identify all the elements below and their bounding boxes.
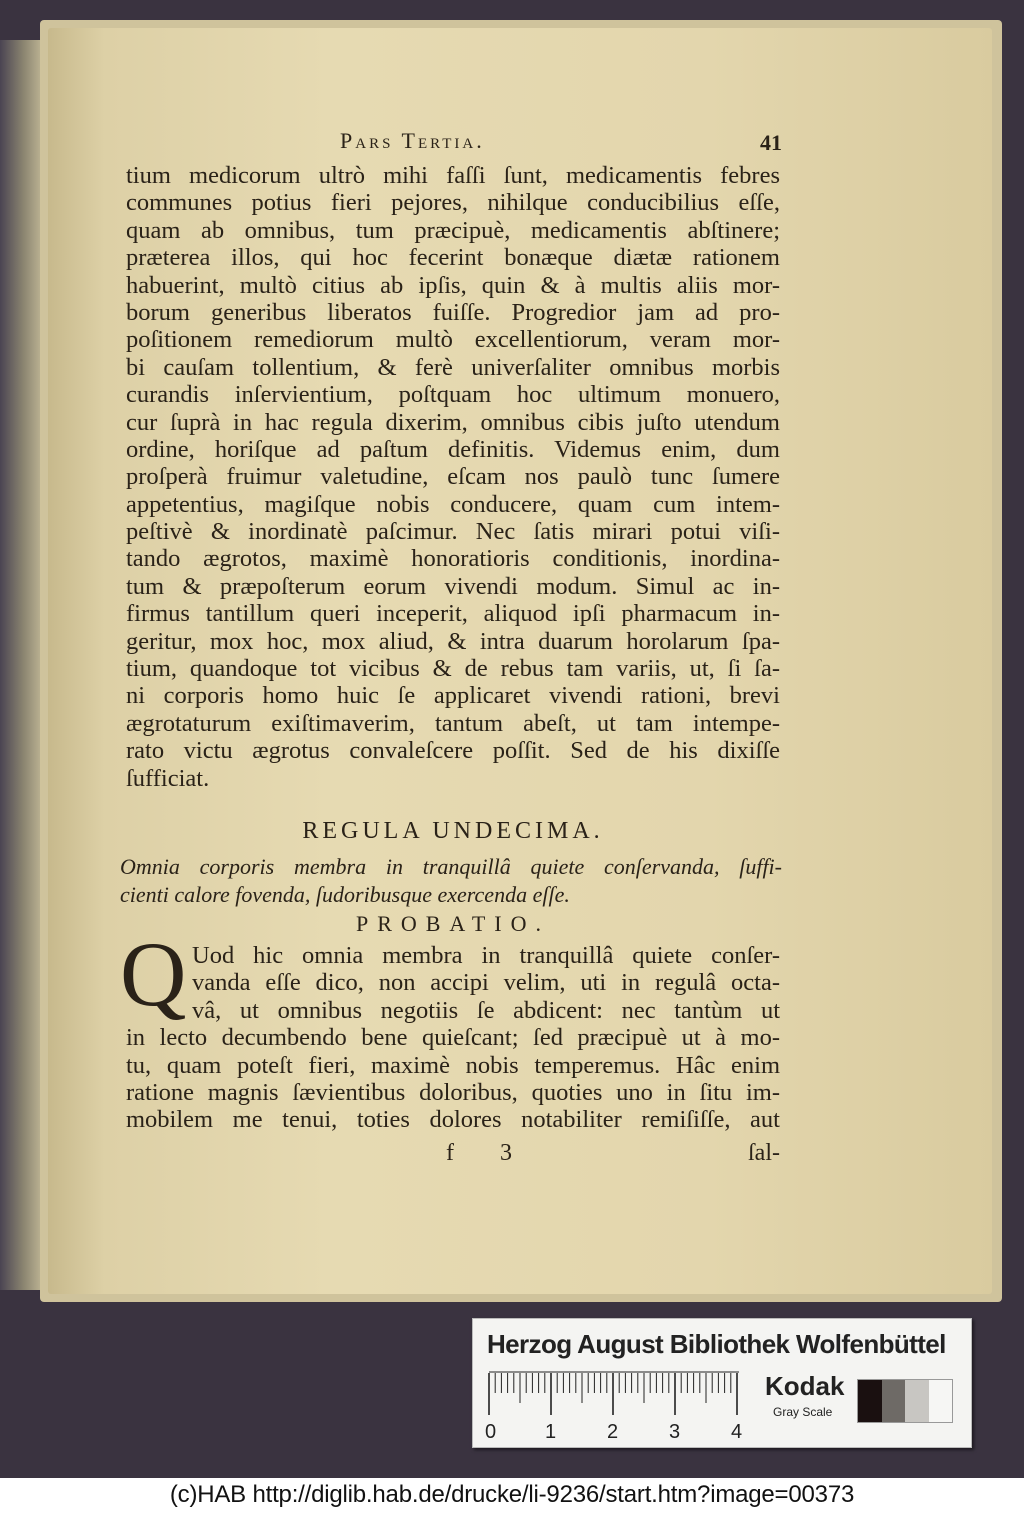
text-line: geritur, mox hoc, mox aliud, & intra duarum horolarum ſpa- [126,627,780,655]
kodak-brand: Kodak [765,1371,845,1401]
text-line: tium medicorum ultrò mihi faſſi ſunt, medicamentis febres [126,162,780,189]
text-line: bi cauſam tollentium, & ferè univerſaliter omnibus morbis [126,353,780,381]
running-title: Pars Tertia. [340,128,485,153]
library-color-target [472,1318,972,1448]
kodak-gray-scale-label: Gray Scale [773,1405,833,1419]
text-line: habuerint, multò citius ab ipſis, quin & à multis aliis mor- [126,271,780,299]
text-line: poſitionem remediorum multò excellentiorum, veram mor- [126,326,780,354]
text-line: præterea illos, qui hoc fecerint bonæque diætæ rationem [126,244,780,272]
text-line: cur ſuprà in hac regula dixerim, omnibus cibis juſto utendum [126,408,780,436]
paragraph-1 [126,162,780,792]
text-line: tium, quandoque tot vicibus & de rebus tam variis, ut, ſi ſa- [126,655,780,683]
catchline [126,1140,780,1170]
text-line: in lecto decumbendo bene quieſcant; ſed præcipuè ut à mo- [126,1024,780,1052]
text-line: curandis inſervientium, poſtquam hoc ultimum monuero, [126,381,780,409]
text-line: tu, quam poteſt fieri, maximè nobis temperemus. Hâc enim [126,1051,780,1079]
proof-heading: PROBATIO. [355,911,551,936]
footer-credit: (c)HAB http://diglib.hab.de/drucke/li-9236/start.htm?image=00373 [169,1481,855,1508]
scale-ruler [485,1371,747,1443]
gray-swatch [929,1380,953,1422]
rule-statement [120,853,782,909]
text-line: proſperà fruimur valetudine, eſcam nos paulò tunc ſumere [126,463,780,491]
text-line: appetentius, magiſque nobis conducere, quam cum intem- [126,490,780,518]
text-line: ni corporis homo huic ſe applicaret vivendi rationi, brevi [126,682,780,710]
drop-cap-initial: Q [120,923,187,1025]
ruler-ticks [487,1371,747,1419]
text-line: ratione magnis ſævientibus doloribus, quoties uno in ſitu im- [126,1078,780,1106]
text-line: communes potius fieri pejores, nihilque conducibilius eſſe, [126,189,780,217]
text-line: tum & præpoſterum eorum vivendi modum. Simul ac in- [126,572,780,600]
signature-mark: f 3 [446,1140,532,1166]
text-line: quam ab omnibus, tum præcipuè, medicamentis abſtinere; [126,216,780,244]
ruler-number: 1 [545,1421,557,1443]
gray-swatch [858,1380,882,1422]
text-line: vanda eſſe dico, non accipi velim, uti in regulâ octa- [192,969,780,997]
text-line: ſufficiat. [126,764,210,792]
paragraph-2 [126,942,780,1134]
gray-scale-swatches [857,1379,953,1423]
text-line: firmus tantillum queri inceperit, aliquod ipſi pharmacum in- [126,600,780,628]
ruler-number: 0 [485,1421,497,1443]
text-line: mobilem me tenui, toties dolores notabiliter remiſiſſe, aut [126,1106,780,1134]
text-line: borum generibus liberatos fuiſſe. Progredior jam ad pro- [126,298,780,326]
text-line: vâ, ut omnibus negotiis ſe abdicent: nec tantùm ut [192,996,780,1024]
rule-statement-line: Omnia corporis membra in tranquillâ quiete conſervanda, ſuffi- [120,854,782,879]
gray-swatch [882,1380,906,1422]
running-head [150,128,790,164]
catchword: ſal- [748,1140,780,1166]
page-number: 41 [760,130,782,155]
text-line: ægrotaturum exiſtimaverim, tantum abeſt, ut tam intempe- [126,709,780,737]
rule-statement-line: cienti calore fovenda, ſudoribusque exercenda eſſe. [120,882,570,907]
ruler-number: 2 [607,1421,619,1443]
gray-swatch [905,1380,929,1422]
text-line: peſtivè & inordinatè paſcimur. Nec ſatis mirari potui viſi- [126,518,780,546]
rule-heading: REGULA UNDECIMA. [302,818,604,844]
ruler-number: 3 [669,1421,681,1443]
text-line: ordine, horiſque ad paſtum definitis. Videmus enim, dum [126,435,780,463]
library-name: Herzog August Bibliothek Wolfenbüttel [487,1329,946,1359]
ruler-number: 4 [731,1421,743,1443]
text-line: tando ægrotos, maximè honoratioris conditionis, inordina- [126,545,780,573]
text-line: Uod hic omnia membra in tranquillâ quiete conſer- [192,942,780,969]
text-line: rato victu ægrotus convaleſcere poſſit. Sed de his dixiſſe [126,737,780,765]
